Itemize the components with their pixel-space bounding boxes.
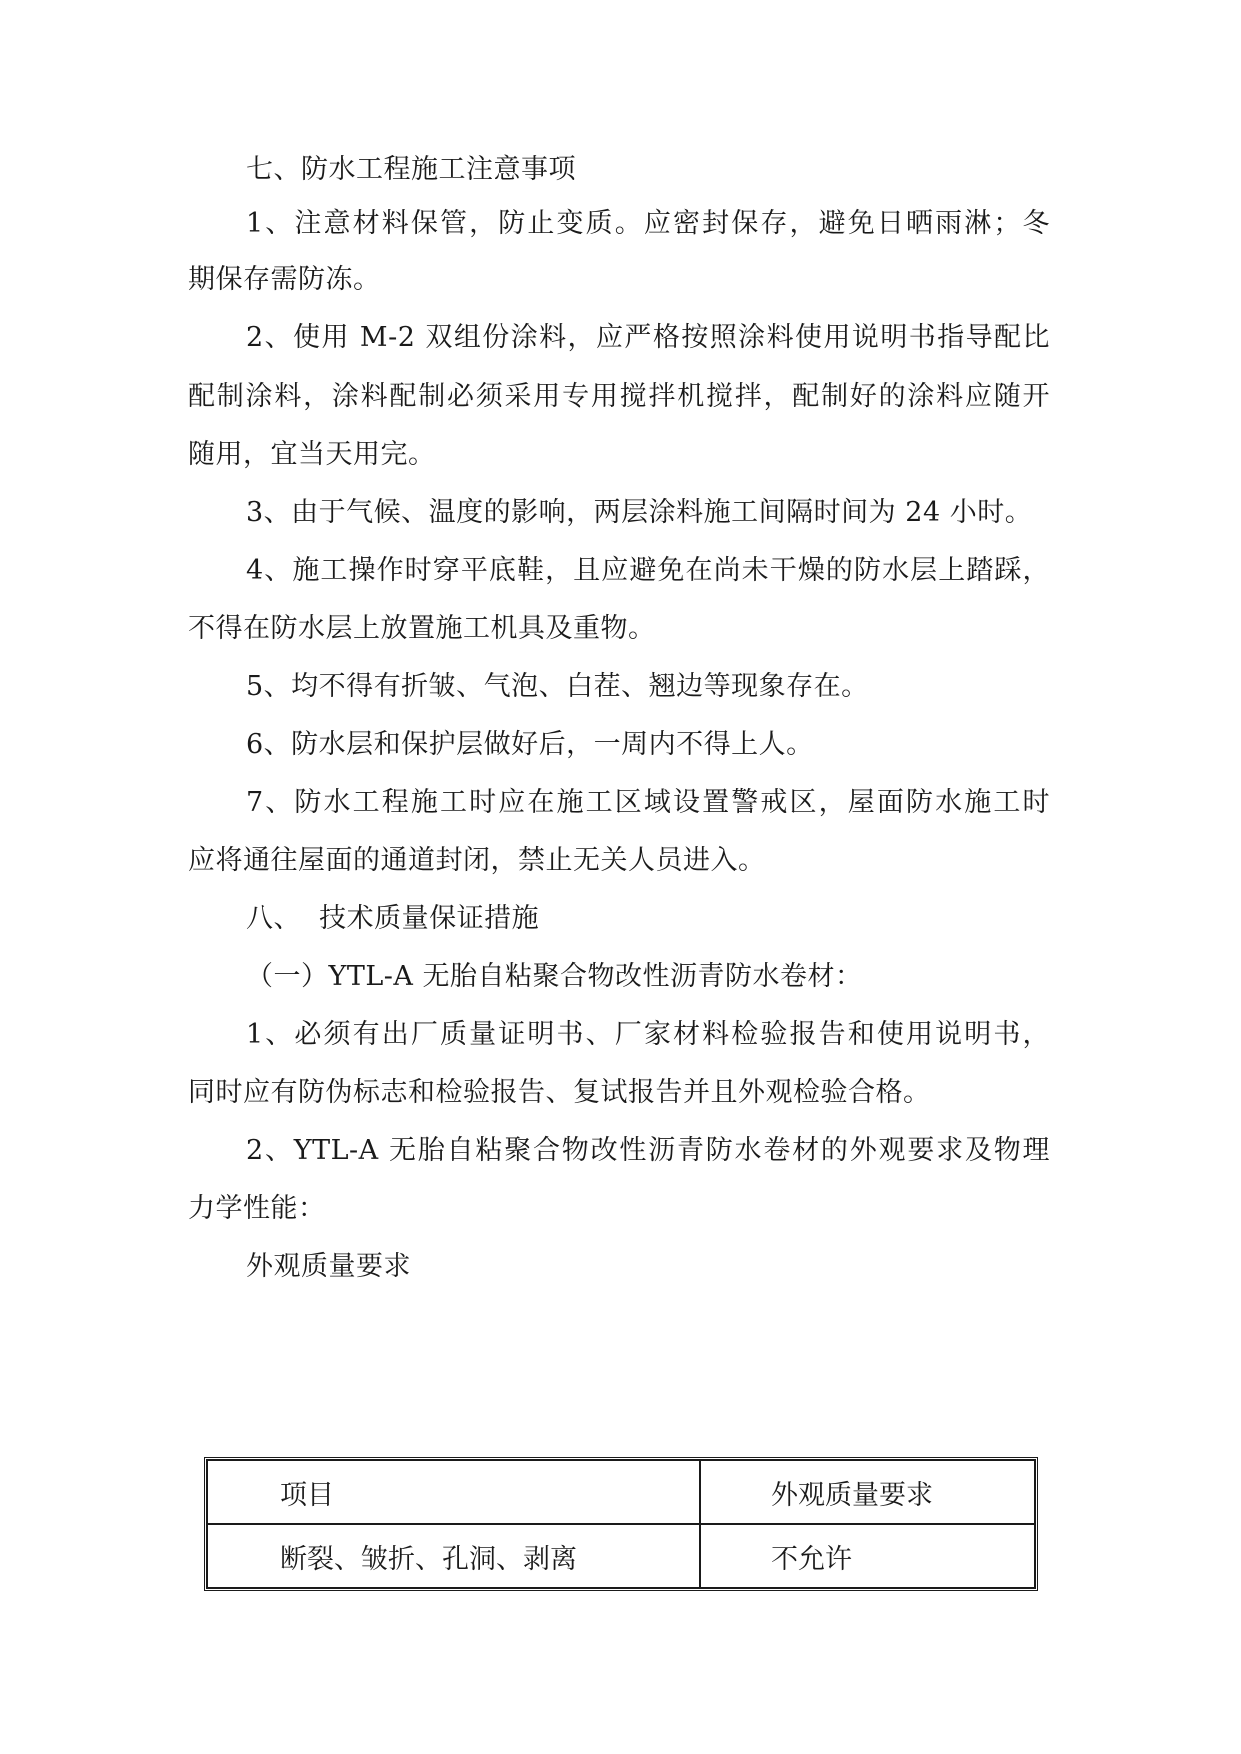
paragraph-line: 1、注意材料保管，防止变质。应密封保存，避免日晒雨淋；冬 — [246, 208, 1050, 239]
paragraph-line: 配制涂料，涂料配制必须采用专用搅拌机搅拌，配制好的涂料应随开 — [188, 381, 1050, 412]
appearance-quality-table — [204, 1457, 1038, 1591]
paragraph-line: 5、均不得有折皱、气泡、白茬、翘边等现象存在。 — [246, 671, 869, 702]
paragraph-line: 1、必须有出厂质量证明书、厂家材料检验报告和使用说明书， — [246, 1019, 1050, 1050]
table-cell-item: 断裂、皱折、孔洞、剥离 — [207, 1524, 700, 1588]
paragraph-line: 4、施工操作时穿平底鞋，且应避免在尚未干燥的防水层上踏踩， — [246, 555, 1050, 586]
table-caption: 外观质量要求 — [246, 1251, 411, 1282]
paragraph-line: 2、YTL-A 无胎自粘聚合物改性沥青防水卷材的外观要求及物理 — [246, 1135, 1050, 1166]
paragraph-line: 2、使用 M-2 双组份涂料，应严格按照涂料使用说明书指导配比 — [246, 322, 1050, 353]
paragraph-line: 期保存需防冻。 — [188, 264, 381, 295]
section-heading-8: 八、 技术质量保证措施 — [246, 903, 540, 934]
table-header-requirement: 外观质量要求 — [700, 1460, 1035, 1524]
table-row — [207, 1524, 1035, 1588]
table-header-item: 项目 — [207, 1460, 700, 1524]
section-heading-7: 七、防水工程施工注意事项 — [246, 154, 576, 185]
paragraph-line: 随用，宜当天用完。 — [188, 439, 436, 470]
table-header-row — [207, 1460, 1035, 1524]
paragraph-line: 6、防水层和保护层做好后，一周内不得上人。 — [246, 729, 814, 760]
subsection-heading: （一）YTL-A 无胎自粘聚合物改性沥青防水卷材： — [246, 961, 863, 992]
paragraph-line: 力学性能： — [188, 1193, 326, 1224]
paragraph-line: 同时应有防伪标志和检验报告、复试报告并且外观检验合格。 — [188, 1077, 931, 1108]
paragraph-line: 不得在防水层上放置施工机具及重物。 — [188, 613, 656, 644]
paragraph-line: 应将通往屋面的通道封闭，禁止无关人员进入。 — [188, 845, 766, 876]
table-cell-requirement: 不允许 — [700, 1524, 1035, 1588]
paragraph-line: 7、防水工程施工时应在施工区域设置警戒区，屋面防水施工时 — [246, 787, 1050, 818]
paragraph-line: 3、由于气候、温度的影响，两层涂料施工间隔时间为 24 小时。 — [246, 497, 1033, 528]
